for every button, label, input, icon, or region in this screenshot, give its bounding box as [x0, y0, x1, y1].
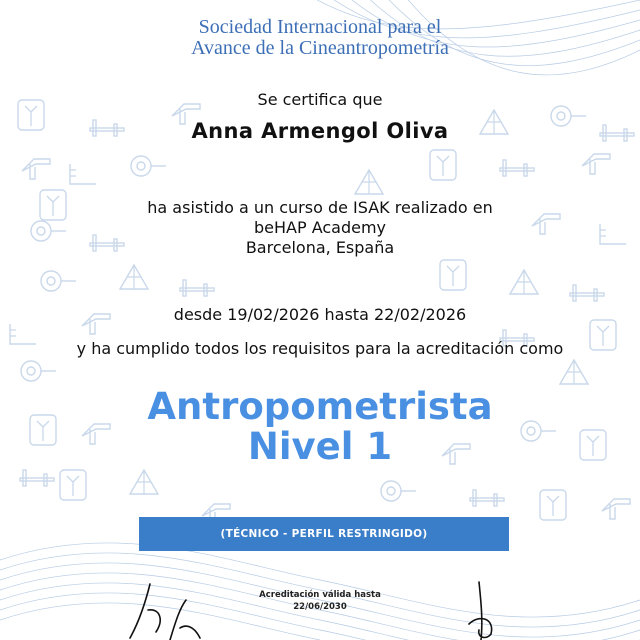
- accreditation-level: Nivel 1: [247, 425, 393, 468]
- course-line-1: ha asistido a un curso de ISAK realizado en: [147, 198, 493, 217]
- isak-logo: [300, 0, 340, 6]
- course-location: Barcelona, España: [245, 238, 395, 257]
- organization-name-line-2: Avance de la Cineantropometría: [191, 37, 449, 59]
- course-details: [0, 198, 640, 258]
- signature-right: [455, 578, 515, 640]
- accreditation-title: Antropometrista: [147, 385, 493, 428]
- signature-left: [120, 580, 210, 640]
- certifies-text: Se certifica que: [257, 90, 383, 109]
- date-range: desde 19/02/2026 hasta 22/02/2026: [173, 305, 467, 324]
- requirements-text: y ha cumplido todos los requisitos para la acreditación como: [76, 339, 564, 358]
- restriction-badge: (TÉCNICO - PERFIL RESTRINGIDO): [139, 517, 509, 551]
- validity-date: 22/06/2030: [293, 602, 347, 612]
- organization-name-line-1: Sociedad Internacional para el: [198, 16, 442, 38]
- course-venue: beHAP Academy: [253, 218, 387, 237]
- recipient-name: Anna Armengol Oliva: [191, 119, 449, 143]
- validity-label: Acreditación válida hasta: [259, 590, 381, 600]
